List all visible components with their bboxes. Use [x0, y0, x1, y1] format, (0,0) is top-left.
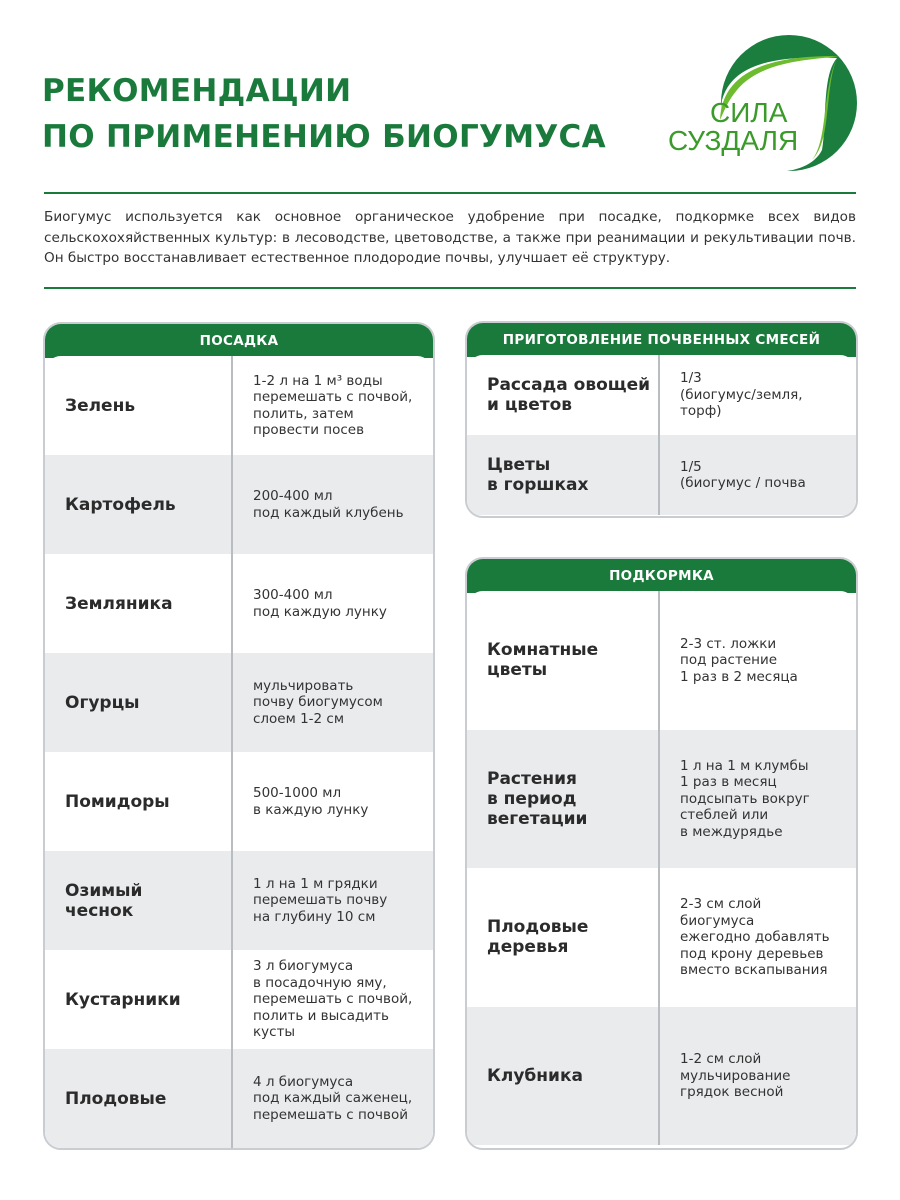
table-row [45, 950, 433, 1049]
title-line-1: РЕКОМЕНДАЦИИ [42, 73, 352, 109]
mixes-table [467, 355, 856, 515]
crop-label [467, 435, 660, 515]
svg-text:СИЛА: СИЛА [710, 97, 788, 128]
table-row [45, 752, 433, 851]
dosage-text: 200-400 мл под каждый клубень [253, 488, 404, 521]
crop-label [45, 950, 233, 1049]
crop-label [467, 868, 660, 1007]
crop-label [45, 356, 233, 455]
crop-label [45, 455, 233, 554]
crop-name: Помидоры [65, 791, 170, 812]
table-row [45, 653, 433, 752]
intro-text: Биогумус используется как основное органическое удобрение при посадке, подкормке всех видов сельскохохяйственных культур: в лесоводстве, цветоводстве, а также при реанимации и рекультивации почв. Он быстро восстанавливает естественное плодородие почвы, улучшает её структуру. [44, 209, 856, 266]
crop-name: Картофель [65, 494, 176, 515]
table-row [467, 591, 856, 730]
crop-label [45, 1049, 233, 1148]
crop-label [45, 653, 233, 752]
table-row [45, 851, 433, 950]
planting-card [43, 322, 435, 1150]
table-row [45, 1049, 433, 1148]
planting-header: ПОСАДКА [45, 324, 433, 358]
crop-name: Озимый чеснок [65, 880, 143, 921]
page-title [42, 68, 606, 160]
dosage-text: 300-400 мл под каждую лунку [253, 587, 387, 620]
table-row [45, 455, 433, 554]
dosage-text: 2-3 ст. ложки под растение 1 раз в 2 месяца [680, 635, 798, 685]
crop-label [45, 851, 233, 950]
logo [662, 30, 862, 180]
planting-table [45, 356, 433, 1148]
dosage-text: 1 л на 1 м клумбы 1 раз в месяц подсыпать вокруг стеблей или в междурядье [680, 757, 810, 840]
logo-leaf-icon [662, 30, 862, 180]
dosage-text: 500-1000 мл в каждую лунку [253, 785, 369, 818]
dosage-text: 1-2 см слой мульчирование грядок весной [680, 1051, 791, 1100]
table-row [467, 868, 856, 1007]
divider-bottom [44, 287, 856, 289]
crop-name: Зелень [65, 395, 136, 416]
dosage-text: 3 л биогумуса в посадочную яму, перемешать с почвой, полить и высадить кусты [253, 958, 413, 1041]
crop-label [467, 730, 660, 869]
dosage-text: 1/3 (биогумус/земля, торф) [680, 370, 803, 420]
crop-name: Цветы в горшках [487, 455, 589, 495]
crop-label [467, 1007, 660, 1146]
divider-top [44, 192, 856, 194]
crop-label [467, 355, 660, 435]
crop-name: Растения в период вегетации [487, 768, 588, 829]
crop-name: Огурцы [65, 692, 140, 713]
crop-name: Плодовые деревья [487, 917, 589, 958]
mixes-card [465, 321, 858, 518]
crop-label [45, 554, 233, 653]
dosage-text: 1-2 л на 1 м³ воды перемешать с почвой, полить, затем провести посев [253, 372, 413, 438]
dosage-text: 2-3 см слой биогумуса ежегодно добавлять под крону деревьев вместо вскапывания [680, 896, 830, 978]
table-row [467, 730, 856, 869]
dosage-text: 4 л биогумуса под каждый саженец, перемешать с почвой [253, 1073, 413, 1123]
mixes-header: ПРИГОТОВЛЕНИЕ ПОЧВЕННЫХ СМЕСЕЙ [467, 323, 856, 357]
dosage-text: 1/5 (биогумус / почва [680, 458, 806, 491]
crop-name: Кустарники [65, 989, 181, 1010]
table-row [45, 356, 433, 455]
crop-name: Клубника [487, 1065, 583, 1086]
feeding-table [467, 591, 856, 1145]
crop-name: Комнатные цветы [487, 640, 599, 681]
svg-text:СУЗДАЛЯ: СУЗДАЛЯ [668, 125, 799, 156]
dosage-text: мульчировать почву биогумусом слоем 1-2 см [253, 677, 383, 727]
crop-label [45, 752, 233, 851]
crop-name: Рассада овощей и цветов [487, 375, 651, 415]
table-row [467, 355, 856, 435]
dosage-text: 1 л на 1 м грядки перемешать почву на глубину 10 см [253, 875, 388, 925]
feeding-header: ПОДКОРМКА [467, 559, 856, 593]
table-row [467, 1007, 856, 1146]
table-row [45, 554, 433, 653]
feeding-card [465, 557, 858, 1150]
crop-name: Земляника [65, 593, 173, 614]
crop-label [467, 591, 660, 730]
title-line-2: ПО ПРИМЕНЕНИЮ БИОГУМУСА [42, 119, 606, 155]
table-row [467, 435, 856, 515]
crop-name: Плодовые [65, 1088, 167, 1109]
